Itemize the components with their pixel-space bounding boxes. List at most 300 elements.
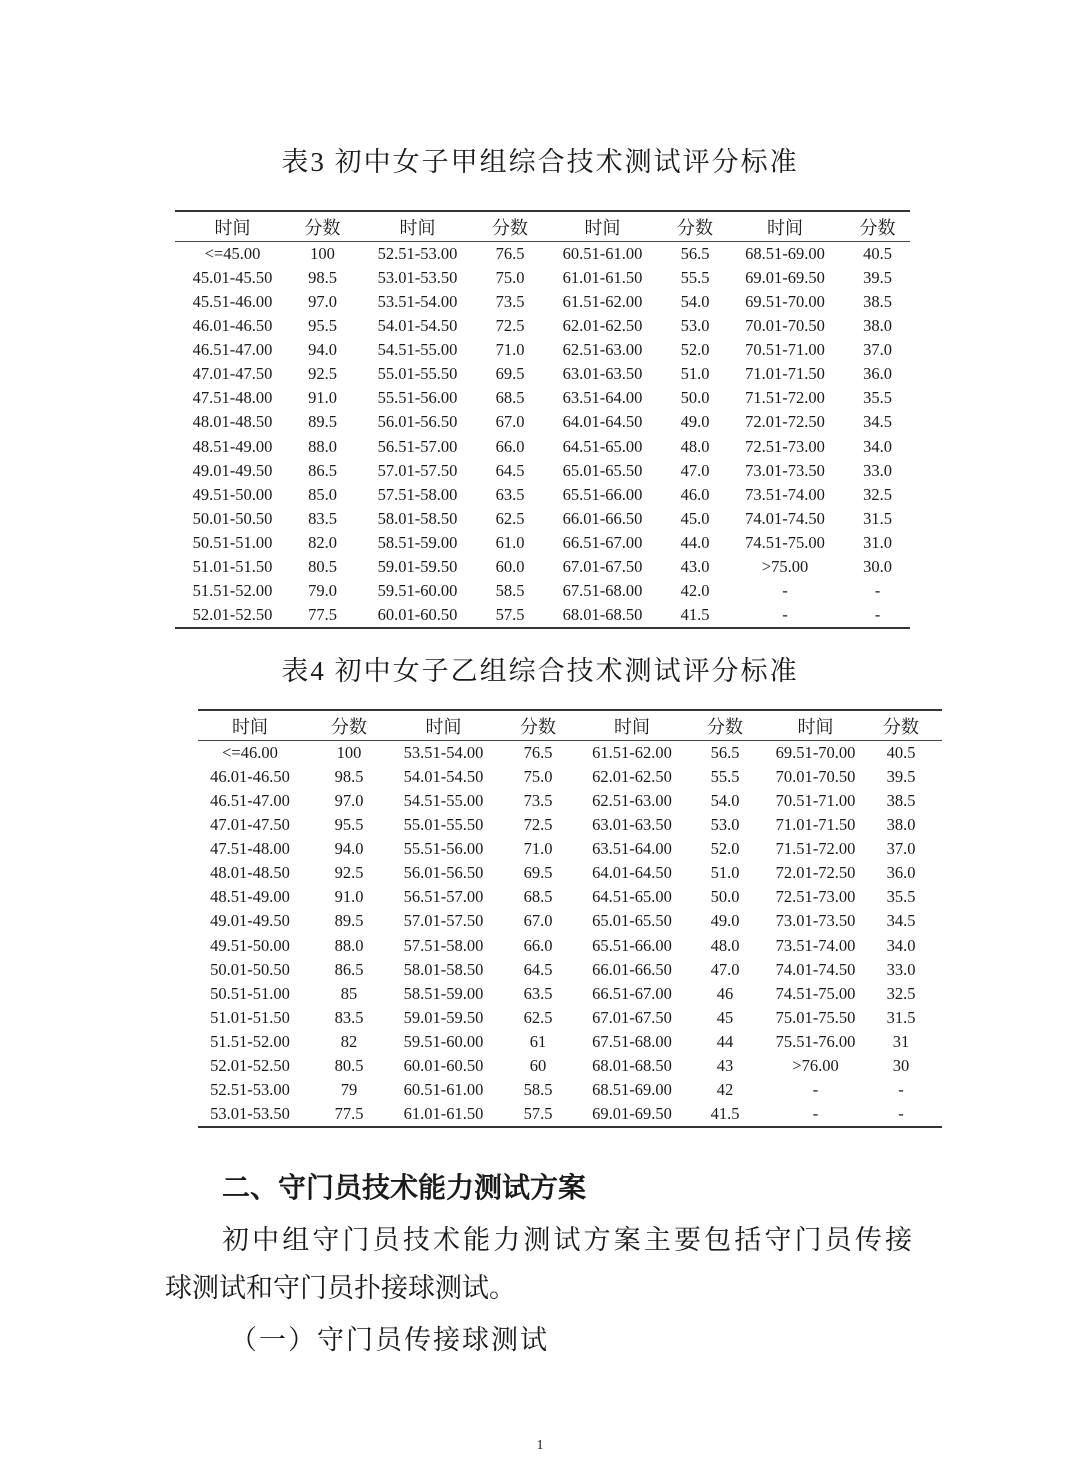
score-cell: 98.5 [308, 268, 337, 288]
score-cell: - [874, 604, 881, 624]
table-row [175, 314, 910, 338]
time-cell: 74.51-75.00 [745, 532, 825, 552]
time-cell: 65.51-66.00 [592, 935, 672, 955]
score-cell: 56.5 [710, 743, 740, 763]
time-cell: 67.51-68.00 [592, 1031, 672, 1051]
score-cell: 60 [529, 1055, 547, 1075]
time-cell: 69.51-70.00 [775, 743, 856, 763]
time-cell: 73.51-74.00 [775, 935, 856, 955]
score-cell: 61.0 [495, 532, 525, 552]
table-row [198, 934, 942, 958]
score-cell: 83.5 [308, 508, 337, 528]
score-cell: 95.5 [334, 815, 364, 835]
score-cell: 71.0 [523, 839, 553, 859]
time-cell: - [812, 1103, 819, 1123]
table-row [175, 242, 910, 267]
score-cell: 68.5 [523, 887, 553, 907]
paragraph-line-1: 初中组守门员技术能力测试方案主要包括守门员传接 [222, 1225, 915, 1255]
score-cell: 82 [340, 1031, 358, 1051]
time-cell: 57.01-57.50 [377, 460, 458, 480]
score-cell: 97.0 [334, 791, 364, 811]
time-cell: 55.51-56.00 [403, 839, 484, 859]
time-cell: 62.01-62.50 [592, 767, 672, 787]
score-cell: 39.5 [886, 767, 916, 787]
table3 [175, 210, 910, 629]
time-cell: 63.01-63.50 [592, 815, 672, 835]
score-cell: 31.5 [863, 508, 892, 528]
score-cell: 34.0 [886, 935, 916, 955]
header-time: 时间 [396, 710, 491, 741]
time-cell: 48.51-49.00 [210, 887, 290, 907]
score-cell: 48.0 [680, 436, 710, 456]
time-cell: 69.51-70.00 [745, 292, 825, 312]
score-cell: 51.0 [710, 863, 740, 883]
score-cell: 31.0 [863, 532, 892, 552]
time-cell: 58.51-59.00 [403, 983, 484, 1003]
score-cell: 66.0 [523, 935, 553, 955]
time-cell: 59.51-60.00 [377, 580, 458, 600]
score-cell: 41.5 [680, 604, 710, 624]
time-cell: 54.01-54.50 [403, 767, 484, 787]
score-cell: 63.5 [495, 484, 525, 504]
time-cell: 71.51-72.00 [745, 388, 825, 408]
score-cell: 58.5 [495, 580, 525, 600]
score-cell: 60.0 [495, 556, 525, 576]
table-row [175, 362, 910, 386]
time-cell: 55.01-55.50 [377, 364, 458, 384]
time-cell: 59.01-59.50 [403, 1007, 484, 1027]
score-cell: 95.5 [308, 316, 337, 336]
score-cell: 62.5 [523, 1007, 553, 1027]
score-cell: 75.0 [523, 767, 553, 787]
score-cell: 54.0 [680, 292, 710, 312]
time-cell: 62.51-63.00 [562, 340, 643, 360]
time-cell: 68.01-68.50 [592, 1055, 672, 1075]
header-time: 时间 [540, 211, 665, 242]
time-cell: >75.00 [761, 556, 809, 576]
time-cell: 66.01-66.50 [562, 508, 643, 528]
time-cell: 71.01-71.50 [745, 364, 825, 384]
score-cell: 51.0 [680, 364, 710, 384]
score-cell: 98.5 [334, 767, 364, 787]
table-row [175, 483, 910, 507]
table3-title: 表3 初中女子甲组综合技术测试评分标准 [281, 147, 799, 177]
score-cell: 33.0 [863, 460, 892, 480]
section-heading: 二、守门员技术能力测试方案 [222, 1172, 587, 1203]
time-cell: 68.51-69.00 [592, 1079, 672, 1099]
table-row [175, 459, 910, 483]
score-cell: 57.5 [495, 604, 525, 624]
time-cell: 58.01-58.50 [403, 959, 484, 979]
score-cell: 92.5 [334, 863, 364, 883]
time-cell: 75.01-75.50 [775, 1007, 856, 1027]
score-cell: 79 [340, 1079, 358, 1099]
time-cell: 58.01-58.50 [377, 508, 458, 528]
time-cell: 62.51-63.00 [592, 791, 672, 811]
score-cell: 72.5 [495, 316, 525, 336]
score-cell: 80.5 [334, 1055, 364, 1075]
header-time: 时间 [175, 211, 290, 242]
score-cell: 50.0 [680, 388, 710, 408]
score-cell: 86.5 [308, 460, 337, 480]
subsection-heading: （一）守门员传接球测试 [230, 1325, 549, 1355]
time-cell: 48.01-48.50 [192, 412, 273, 432]
table-row [175, 579, 910, 603]
score-cell: 53.0 [680, 316, 710, 336]
time-cell: 60.51-61.00 [562, 244, 643, 264]
time-cell: <=46.00 [222, 743, 278, 763]
time-cell: 53.01-53.50 [377, 268, 458, 288]
score-cell: 44.0 [680, 532, 710, 552]
score-cell: 72.5 [523, 815, 553, 835]
time-cell: 49.01-49.50 [192, 460, 273, 480]
score-cell: 32.5 [886, 983, 916, 1003]
score-cell: 49.0 [710, 911, 740, 931]
time-cell: 45.51-46.00 [192, 292, 273, 312]
time-cell: 65.01-65.50 [562, 460, 643, 480]
time-cell: 63.51-64.00 [592, 839, 672, 859]
time-cell: 59.01-59.50 [377, 556, 458, 576]
time-cell: 54.51-55.00 [403, 791, 484, 811]
time-cell: 56.51-57.00 [403, 887, 484, 907]
time-cell: 51.51-52.00 [192, 580, 273, 600]
time-cell: 54.51-55.00 [377, 340, 458, 360]
score-cell: 34.5 [886, 911, 916, 931]
time-cell: 74.51-75.00 [775, 983, 856, 1003]
time-cell: 65.01-65.50 [592, 911, 672, 931]
header-score: 分数 [860, 710, 942, 741]
time-cell: 60.51-61.00 [403, 1079, 484, 1099]
time-cell: 69.01-69.50 [592, 1103, 672, 1123]
time-cell: 71.01-71.50 [775, 815, 856, 835]
time-cell: 74.01-74.50 [745, 508, 825, 528]
score-cell: 86.5 [334, 959, 364, 979]
score-cell: 63.5 [523, 983, 553, 1003]
header-time: 时间 [585, 710, 679, 741]
score-cell: 47.0 [710, 959, 740, 979]
score-cell: 71.0 [495, 340, 525, 360]
score-cell: 52.0 [710, 839, 740, 859]
time-cell: 64.01-64.50 [562, 412, 643, 432]
score-cell: 34.5 [863, 412, 892, 432]
time-cell: 59.51-60.00 [403, 1031, 484, 1051]
score-cell: 85.0 [308, 484, 337, 504]
time-cell: 63.51-64.00 [562, 388, 643, 408]
table4 [198, 709, 942, 1128]
time-cell: 51.01-51.50 [192, 556, 273, 576]
score-cell: 41.5 [710, 1103, 740, 1123]
score-cell: 35.5 [863, 388, 892, 408]
time-cell: 68.01-68.50 [562, 604, 643, 624]
time-cell: 46.51-47.00 [210, 791, 290, 811]
table-row [198, 1102, 942, 1127]
table-row [198, 765, 942, 789]
table4-title: 表4 初中女子乙组综合技术测试评分标准 [281, 656, 799, 686]
score-cell: 89.5 [334, 911, 364, 931]
header-time: 时间 [355, 211, 480, 242]
score-cell: 31 [892, 1031, 910, 1051]
score-cell: 42 [716, 1079, 734, 1099]
score-cell: 91.0 [334, 887, 364, 907]
header-score: 分数 [302, 710, 396, 741]
score-cell: 54.0 [710, 791, 740, 811]
table-row [198, 1078, 942, 1102]
page-number: 1 [536, 1438, 544, 1453]
score-cell: 52.0 [680, 340, 710, 360]
table-header-row [175, 211, 910, 242]
time-cell: 66.01-66.50 [592, 959, 672, 979]
score-cell: 94.0 [308, 340, 337, 360]
time-cell: 62.01-62.50 [562, 316, 643, 336]
time-cell: 72.51-73.00 [775, 887, 856, 907]
time-cell: 47.01-47.50 [210, 815, 290, 835]
table-row [198, 1054, 942, 1078]
score-cell: 33.0 [886, 959, 916, 979]
time-cell: 51.01-51.50 [210, 1007, 290, 1027]
header-score: 分数 [679, 710, 771, 741]
score-cell: 38.5 [863, 292, 892, 312]
score-cell: 68.5 [495, 388, 525, 408]
time-cell: 50.01-50.50 [192, 508, 273, 528]
time-cell: 61.01-61.50 [403, 1103, 484, 1123]
time-cell: 61.01-61.50 [562, 268, 643, 288]
table-row [175, 266, 910, 290]
score-cell: 56.5 [680, 244, 710, 264]
score-cell: 30.0 [863, 556, 892, 576]
score-cell: - [898, 1079, 904, 1099]
time-cell: 67.01-67.50 [562, 556, 643, 576]
table-row [175, 386, 910, 410]
table-row [198, 741, 942, 766]
score-cell: 76.5 [523, 743, 553, 763]
score-cell: 79.0 [308, 580, 337, 600]
time-cell: 61.51-62.00 [562, 292, 643, 312]
time-cell: 70.51-71.00 [775, 791, 856, 811]
header-score: 分数 [665, 211, 725, 242]
score-cell: 88.0 [334, 935, 364, 955]
time-cell: 75.51-76.00 [775, 1031, 856, 1051]
table-row [198, 1006, 942, 1030]
table-row [175, 603, 910, 628]
score-cell: - [874, 580, 881, 600]
score-cell: 49.0 [680, 412, 710, 432]
score-cell: 73.5 [523, 791, 553, 811]
header-score: 分数 [290, 211, 355, 242]
time-cell: 45.01-45.50 [192, 268, 273, 288]
score-cell: 100 [336, 743, 362, 763]
time-cell: 53.51-54.00 [377, 292, 458, 312]
time-cell: 55.51-56.00 [377, 388, 458, 408]
time-cell: 53.01-53.50 [210, 1103, 290, 1123]
score-cell: 92.5 [308, 364, 337, 384]
score-cell: 64.5 [523, 959, 553, 979]
table-row [198, 885, 942, 909]
time-cell: 67.51-68.00 [562, 580, 643, 600]
time-cell: 72.01-72.50 [745, 412, 825, 432]
time-cell: 46.51-47.00 [192, 340, 273, 360]
time-cell: >76.00 [792, 1055, 839, 1075]
time-cell: 68.51-69.00 [745, 244, 825, 264]
header-score: 分数 [480, 211, 540, 242]
score-cell: 88.0 [308, 436, 337, 456]
score-cell: 75.0 [495, 268, 525, 288]
time-cell: 52.01-52.50 [210, 1055, 290, 1075]
score-cell: 48.0 [710, 935, 740, 955]
time-cell: - [812, 1079, 819, 1099]
time-cell: 73.01-73.50 [745, 460, 825, 480]
time-cell: 56.01-56.50 [403, 863, 484, 883]
time-cell: 72.51-73.00 [745, 436, 825, 456]
score-cell: - [898, 1103, 904, 1123]
time-cell: 61.51-62.00 [592, 743, 672, 763]
score-cell: 82.0 [308, 532, 337, 552]
score-cell: 57.5 [523, 1103, 553, 1123]
time-cell: 52.51-53.00 [210, 1079, 290, 1099]
time-cell: 74.01-74.50 [775, 959, 856, 979]
score-cell: 85 [340, 983, 358, 1003]
time-cell: 57.51-58.00 [403, 935, 484, 955]
time-cell: 50.01-50.50 [210, 959, 290, 979]
score-cell: 35.5 [886, 887, 916, 907]
time-cell: 49.01-49.50 [210, 911, 290, 931]
score-cell: 38.0 [863, 316, 892, 336]
score-cell: 69.5 [495, 364, 525, 384]
time-cell: 50.51-51.00 [210, 983, 290, 1003]
time-cell: 48.01-48.50 [210, 863, 290, 883]
score-cell: 43.0 [680, 556, 710, 576]
time-cell: 49.51-50.00 [210, 935, 290, 955]
time-cell: 56.01-56.50 [377, 412, 458, 432]
score-cell: 89.5 [308, 412, 337, 432]
table-row [198, 909, 942, 933]
score-cell: 100 [310, 244, 335, 264]
score-cell: 45 [716, 1007, 734, 1027]
score-cell: 40.5 [863, 244, 892, 264]
score-cell: 62.5 [495, 508, 525, 528]
score-cell: 42.0 [680, 580, 710, 600]
time-cell: 66.51-67.00 [562, 532, 643, 552]
score-cell: 69.5 [523, 863, 553, 883]
time-cell: 65.51-66.00 [562, 484, 643, 504]
score-cell: 91.0 [308, 388, 337, 408]
time-cell: 64.51-65.00 [562, 436, 643, 456]
score-cell: 40.5 [886, 743, 916, 763]
table-row [198, 861, 942, 885]
score-cell: 97.0 [308, 292, 337, 312]
table-row [198, 813, 942, 837]
table-row [198, 982, 942, 1006]
score-cell: 61 [529, 1031, 547, 1051]
time-cell: 73.01-73.50 [775, 911, 856, 931]
header-score: 分数 [845, 211, 910, 242]
score-cell: 43 [716, 1055, 734, 1075]
time-cell: 71.51-72.00 [775, 839, 856, 859]
time-cell: 49.51-50.00 [192, 484, 273, 504]
header-time: 时间 [725, 211, 845, 242]
table-row [175, 531, 910, 555]
table-row [198, 837, 942, 861]
time-cell: 55.01-55.50 [403, 815, 484, 835]
time-cell: 72.01-72.50 [775, 863, 856, 883]
time-cell: 60.01-60.50 [377, 604, 458, 624]
time-cell: 63.01-63.50 [562, 364, 643, 384]
time-cell: 58.51-59.00 [377, 532, 458, 552]
time-cell: 52.51-53.00 [377, 244, 458, 264]
score-cell: 53.0 [710, 815, 740, 835]
table-row [175, 507, 910, 531]
time-cell: 48.51-49.00 [192, 436, 273, 456]
score-cell: 66.0 [495, 436, 525, 456]
table-row [175, 338, 910, 362]
time-cell: 73.51-74.00 [745, 484, 825, 504]
time-cell: 56.51-57.00 [377, 436, 458, 456]
score-cell: 47.0 [680, 460, 710, 480]
table-row [198, 789, 942, 813]
score-cell: 30 [892, 1055, 910, 1075]
score-cell: 46.0 [680, 484, 710, 504]
time-cell: 67.01-67.50 [592, 1007, 672, 1027]
score-cell: 76.5 [495, 244, 525, 264]
header-score: 分数 [491, 710, 585, 741]
time-cell: 52.01-52.50 [192, 604, 273, 624]
score-cell: 31.5 [886, 1007, 916, 1027]
score-cell: 67.0 [495, 412, 525, 432]
time-cell: 46.01-46.50 [210, 767, 290, 787]
header-time: 时间 [771, 710, 860, 741]
score-cell: 46 [716, 983, 734, 1003]
table-row [175, 290, 910, 314]
time-cell: 70.01-70.50 [745, 316, 825, 336]
time-cell: 60.01-60.50 [403, 1055, 484, 1075]
score-cell: 44 [716, 1031, 734, 1051]
score-cell: 39.5 [863, 268, 892, 288]
score-cell: 77.5 [334, 1103, 364, 1123]
score-cell: 45.0 [680, 508, 710, 528]
time-cell: 47.01-47.50 [192, 364, 273, 384]
score-cell: 55.5 [680, 268, 710, 288]
time-cell: 50.51-51.00 [192, 532, 273, 552]
score-cell: 55.5 [710, 767, 740, 787]
time-cell: 64.01-64.50 [592, 863, 672, 883]
time-cell: 53.51-54.00 [403, 743, 484, 763]
table-row [175, 410, 910, 434]
score-cell: 37.0 [886, 839, 916, 859]
time-cell: 70.01-70.50 [775, 767, 856, 787]
score-cell: 38.0 [886, 815, 916, 835]
score-cell: 64.5 [495, 460, 525, 480]
table-row [175, 435, 910, 459]
time-cell: 57.51-58.00 [377, 484, 458, 504]
score-cell: 83.5 [334, 1007, 364, 1027]
score-cell: 36.0 [863, 364, 892, 384]
time-cell: 54.01-54.50 [377, 316, 458, 336]
time-cell: 66.51-67.00 [592, 983, 672, 1003]
time-cell: 46.01-46.50 [192, 316, 273, 336]
time-cell: 64.51-65.00 [592, 887, 672, 907]
time-cell: 51.51-52.00 [210, 1031, 290, 1051]
time-cell: 47.51-48.00 [210, 839, 290, 859]
score-cell: 32.5 [863, 484, 892, 504]
score-cell: 38.5 [886, 791, 916, 811]
score-cell: 36.0 [886, 863, 916, 883]
time-cell: 69.01-69.50 [745, 268, 825, 288]
paragraph-line-2: 球测试和守门员扑接球测试。 [165, 1273, 516, 1303]
score-cell: 73.5 [495, 292, 525, 312]
header-time: 时间 [198, 710, 302, 741]
score-cell: 58.5 [523, 1079, 553, 1099]
time-cell: 47.51-48.00 [192, 388, 273, 408]
table-header-row [198, 710, 942, 741]
